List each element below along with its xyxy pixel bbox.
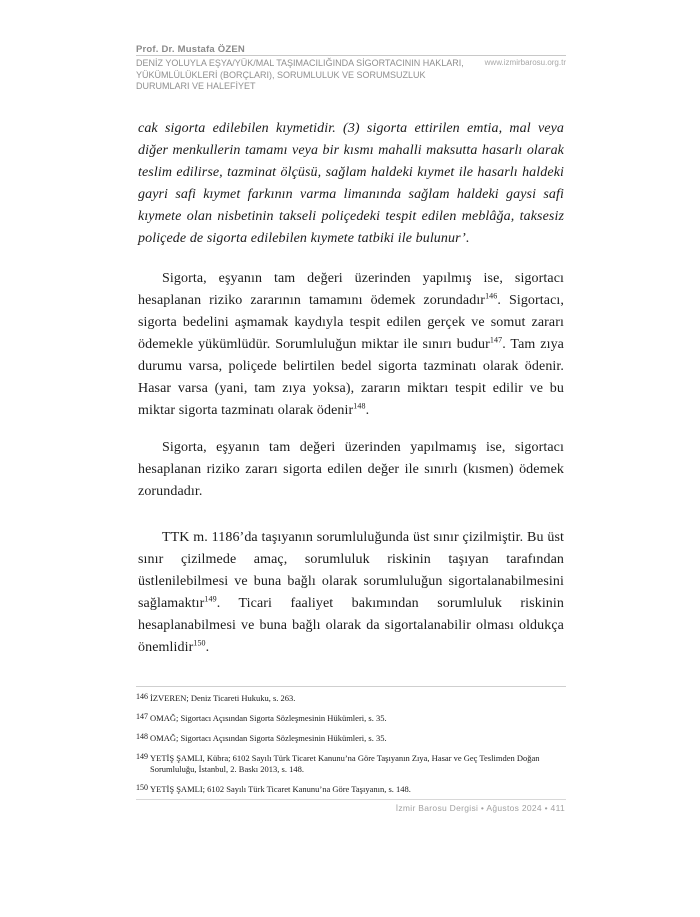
footnote-ref-146[interactable]: 146	[485, 291, 498, 301]
footnote-number: 146	[136, 692, 148, 701]
footnote-ref-149[interactable]: 149	[204, 594, 217, 604]
footnote-ref-147[interactable]: 147	[489, 335, 503, 345]
quote-paragraph: cak sigorta edilebilen kıymetidir. (3) sigorta ettirilen emtia, mal veya diğer menkullerin tamamı veya bir kısmı mahalli maksutta hasarlı olarak teslim edilirse, tazminat ölçüsü, sağlam haldeki kıymet ile hasarlı haldeki gayri safi kıymet farkının varma limanında sağlam haldeki gaysi safi kıymete olan nisbetinin takseli poliçedeki tespit edilen meblâğa, taksesiz poliçede de sigorta edilebilen kıymete tatbiki ile bulunur’.	[138, 121, 564, 246]
footnote-text: YETİŞ ŞAMLI, Kübra; 6102 Sayılı Türk Ticaret Kanunu’na Göre Taşıyanın Zıya, Hasar ve Geç Teslimden Doğan Sorumluluğu, İstanbul, 2. Baskı 2013, s. 148.	[150, 753, 540, 774]
header-divider	[136, 55, 566, 56]
footnote-item	[136, 713, 566, 724]
paragraph-3-text-b: . Ticari faaliyet bakımından sorumluluk riskinin hesaplanabilmesi ve buna bağlı olarak da sigortalanabilir olması oldukça önemlidir	[138, 596, 564, 655]
footnote-ref-148[interactable]: 148	[353, 401, 366, 411]
footnote-item	[136, 693, 566, 704]
paragraph-1-text-b: . Sigortacı, sigorta bedelini aşmamak kaydıyla tespit edilen gerçek ve somut zararı ödemekle yükümlüdür. Sorumluluğun miktar ile sınırı budur	[138, 293, 564, 352]
footnote-text: İZVEREN; Deniz Ticareti Hukuku, s. 263.	[150, 693, 296, 703]
paragraph-1-text-c: . Tam zıya durumu varsa, poliçede belirtilen bedel sigorta tazminatı olarak ödenir. Hasar varsa (yani, tam zıya yoksa), zararın miktarı tespit edilir ve bu miktar sigorta tazminatı olarak ödenir	[138, 337, 564, 418]
footnote-number: 147	[136, 712, 148, 721]
header-url: www.izmirbarosu.org.tr	[484, 58, 566, 67]
paragraph-1-text-d: .	[365, 403, 370, 418]
header-author: Prof. Dr. Mustafa ÖZEN	[136, 44, 245, 55]
footnote-divider	[136, 686, 566, 687]
footnote-number: 149	[136, 752, 148, 761]
page-footer: İzmir Barosu Dergisi • Ağustos 2024 • 411	[395, 803, 565, 813]
footnote-item	[136, 753, 566, 775]
footnote-number: 148	[136, 732, 148, 741]
footnotes-section	[136, 693, 566, 804]
footer-divider	[136, 799, 566, 800]
footnote-text: OMAĞ; Sigortacı Açısından Sigorta Sözleşmesinin Hükümleri, s. 35.	[150, 733, 387, 743]
paragraph-1	[138, 268, 564, 422]
footnote-text: OMAĞ; Sigortacı Açısından Sigorta Sözleşmesinin Hükümleri, s. 35.	[150, 713, 387, 723]
paragraph-3-text-c: .	[205, 640, 210, 655]
footnote-item	[136, 733, 566, 744]
footnote-item	[136, 784, 566, 795]
footnote-ref-150[interactable]: 150	[193, 638, 206, 648]
header-title: DENİZ YOLUYLA EŞYA/YÜK/MAL TAŞIMACILIĞINDA SİGORTACININ HAKLARI, YÜKÜMLÜLÜKLERİ (BORÇLARI), SORUMLULUK VE SORUMSUZLUK DURUMLARI VE HALEFİYET	[136, 58, 464, 91]
paragraph-3	[138, 527, 564, 659]
paragraph-2: Sigorta, eşyanın tam değeri üzerinden yapılmamış ise, sigortacı hesaplanan riziko zararı sigorta edilen değer ile sınırlı (kısmen) ödemek zorundadır.	[138, 440, 564, 499]
footnote-number: 150	[136, 783, 148, 792]
paragraph-3-text-a: TTK m. 1186’da taşıyanın sorumluluğunda üst sınır çizilmiştir. Bu üst sınır çizilmede amaç, sorumluluk riskinin taşıyan tarafından üstlenilebilmesi ve buna bağlı olarak sorumluluğun sigortalanabilmesini sağlamaktır	[138, 530, 564, 611]
footnote-text: YETİŞ ŞAMLI; 6102 Sayılı Türk Ticaret Kanunu’na Göre Taşıyanın, s. 148.	[150, 784, 411, 794]
paragraph-1-text-a: Sigorta, eşyanın tam değeri üzerinden yapılmış ise, sigortacı hesaplanan riziko zararının tamamını ödemek zorundadır	[138, 271, 564, 308]
